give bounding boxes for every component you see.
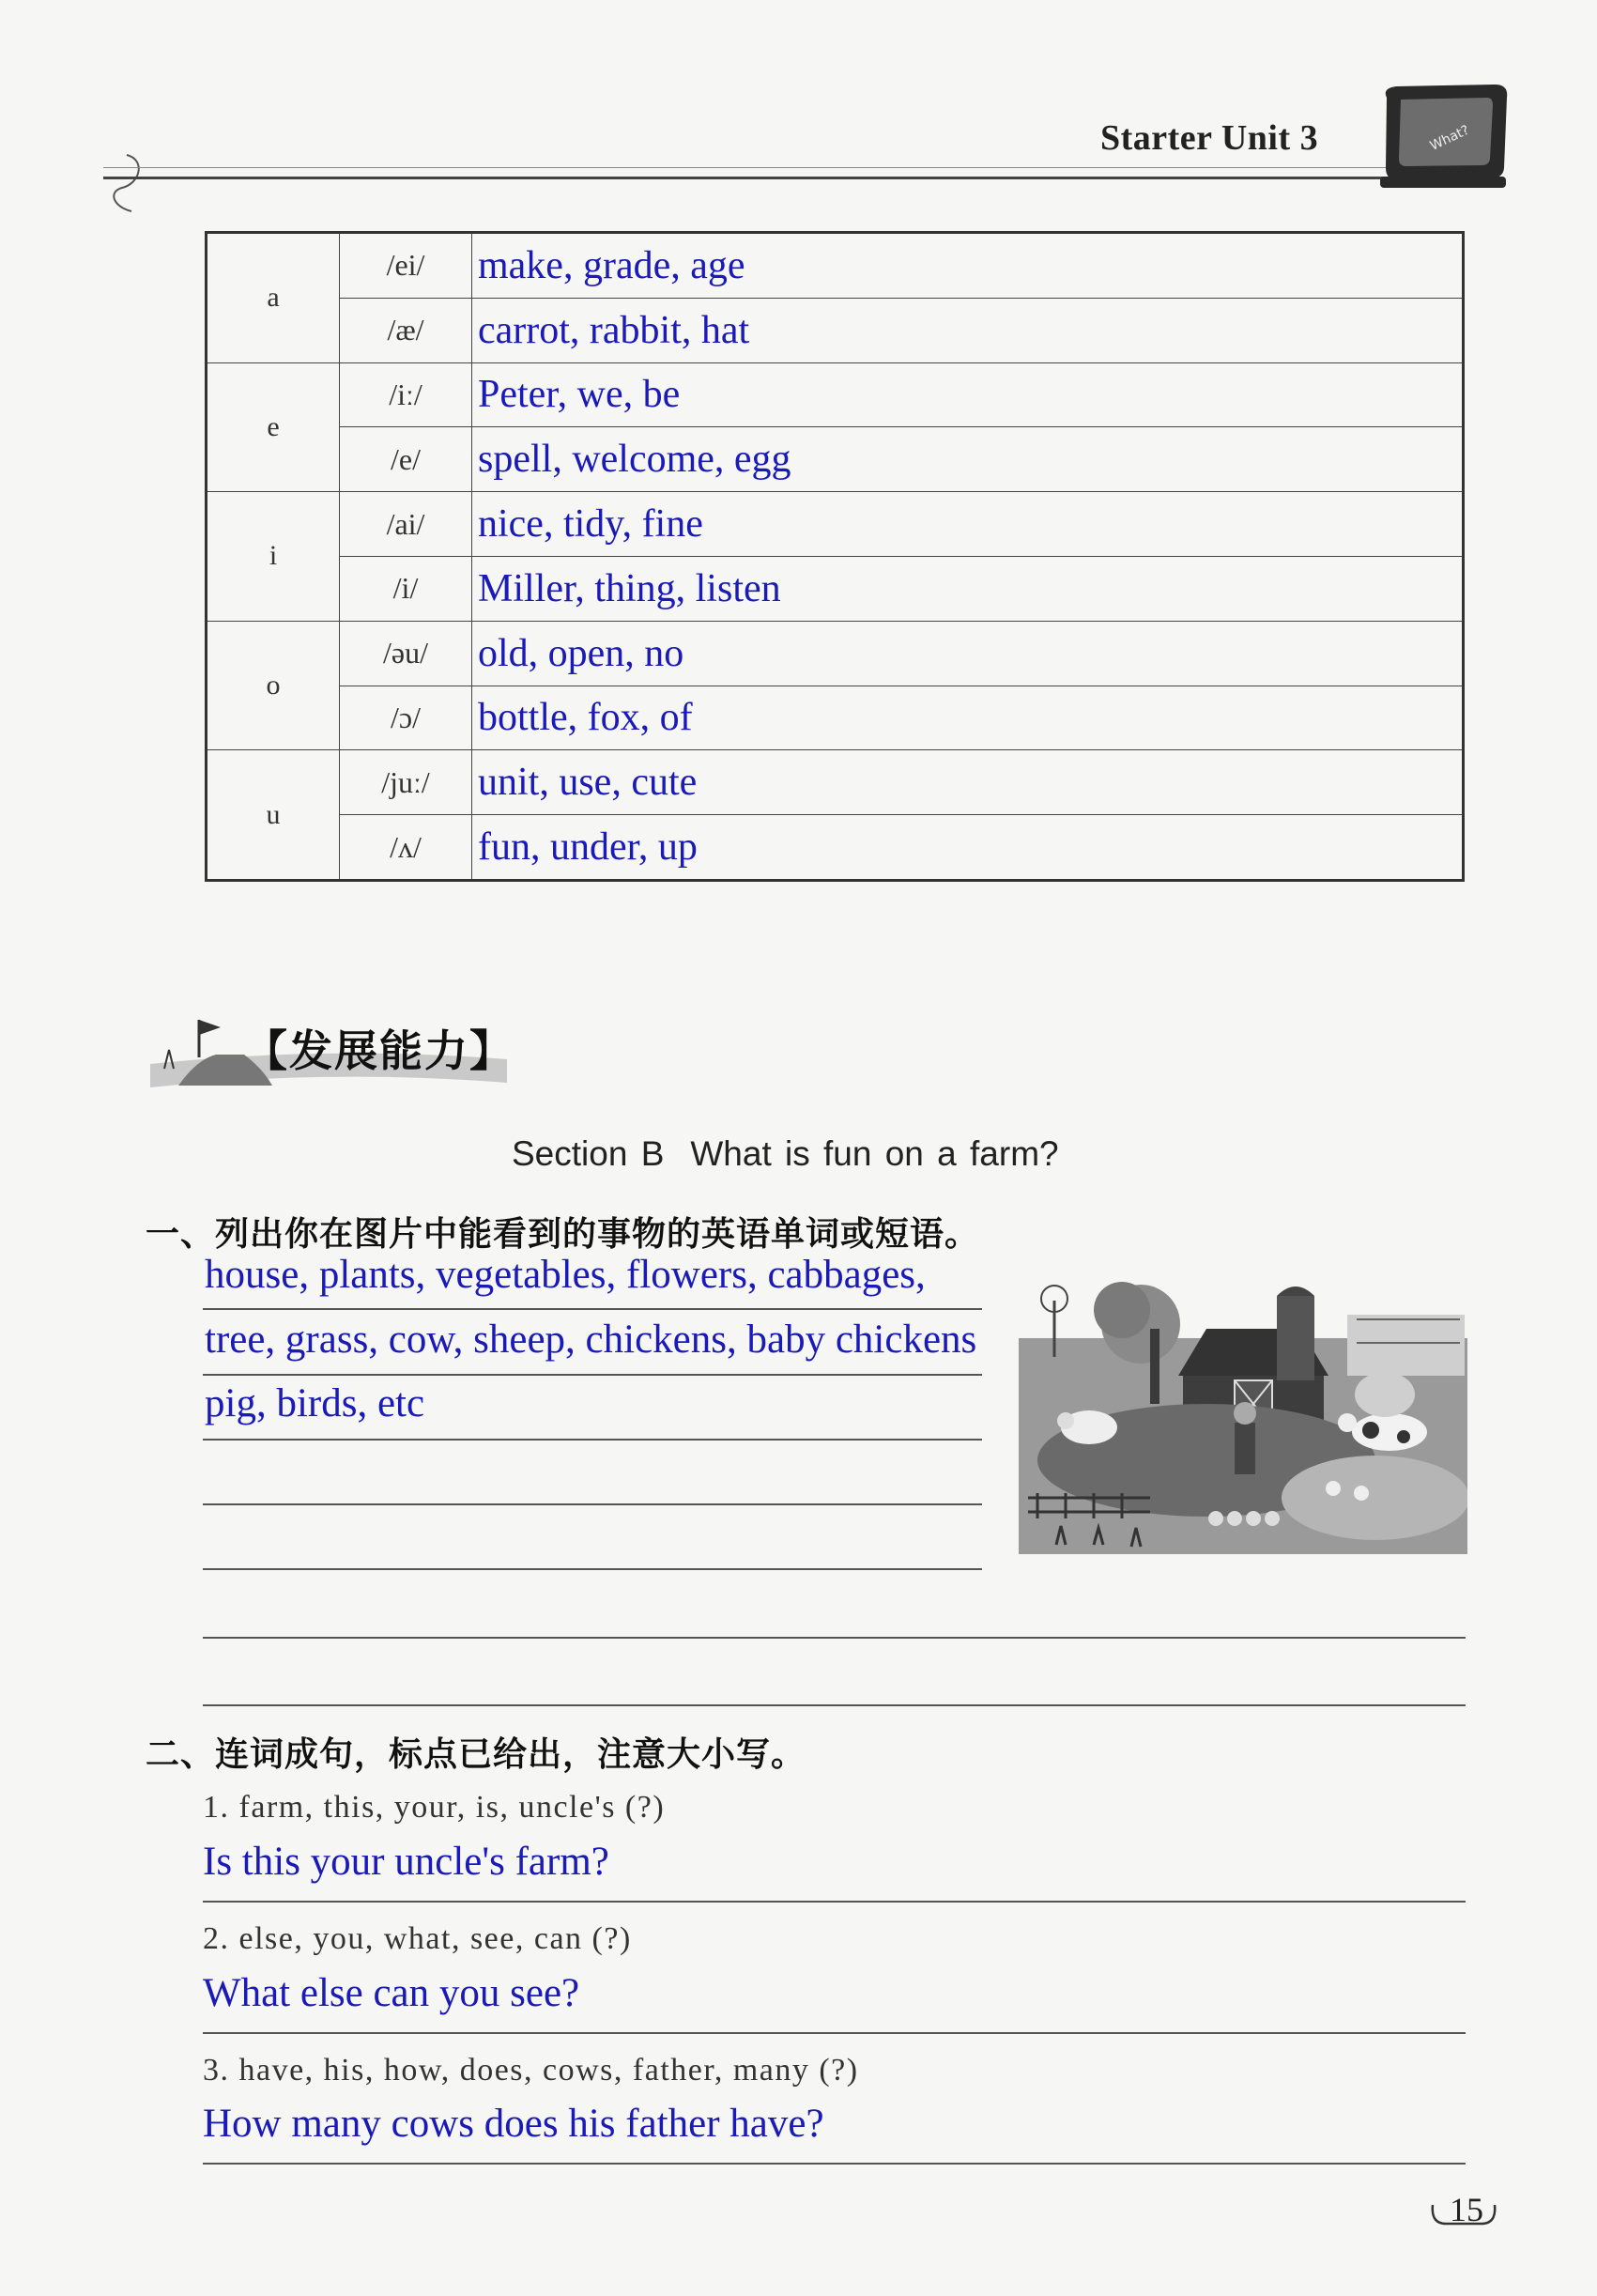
- page-number-text: 15: [1450, 2191, 1483, 2228]
- example-words: unit, use, cute: [472, 750, 1464, 815]
- vowel-sound-table: [205, 231, 1465, 882]
- ipa-symbol: /iː/: [340, 362, 472, 427]
- table-row: [207, 621, 1464, 686]
- answer-line-text: tree, grass, cow, sheep, chickens, baby chickens: [205, 1318, 977, 1362]
- answer-line: [203, 1568, 982, 1570]
- ipa-symbol: /i/: [340, 556, 472, 621]
- answer-line: [203, 1503, 982, 1505]
- section-topic: What is fun on a farm?: [690, 1134, 1059, 1173]
- example-words: fun, under, up: [472, 815, 1464, 881]
- example-words: carrot, rabbit, hat: [472, 298, 1464, 362]
- answer-line: [203, 2032, 1466, 2034]
- section-heading: 【发展能力】: [244, 1025, 514, 1076]
- example-words: make, grade, age: [472, 233, 1464, 299]
- vowel-letter: u: [207, 750, 340, 881]
- table-row: [207, 556, 1464, 621]
- table-row: [207, 362, 1464, 427]
- example-words: spell, welcome, egg: [472, 427, 1464, 492]
- table-row: [207, 686, 1464, 750]
- ipa-symbol: /əu/: [340, 621, 472, 686]
- ipa-symbol: /ai/: [340, 492, 472, 557]
- table-row: [207, 492, 1464, 557]
- ipa-symbol: /ɔ/: [340, 686, 472, 750]
- answer-line: [203, 1901, 1466, 1903]
- question-prompt: 1. farm, this, your, is, uncle's (?): [203, 1790, 666, 1825]
- ipa-symbol: /æ/: [340, 298, 472, 362]
- answer-line: [203, 1308, 982, 1310]
- table-row: [207, 815, 1464, 881]
- table-row: [207, 233, 1464, 299]
- answer-line: [203, 1704, 1466, 1706]
- answer-line: [203, 2163, 1466, 2165]
- question-answer: How many cows does his father have?: [203, 2102, 824, 2146]
- question-answer: Is this your uncle's farm?: [203, 1840, 609, 1884]
- ipa-symbol: /ʌ/: [340, 815, 472, 881]
- ipa-symbol: /juː/: [340, 750, 472, 815]
- vowel-letter: o: [207, 621, 340, 750]
- farm-illustration: [1019, 1272, 1467, 1554]
- example-words: bottle, fox, of: [472, 686, 1464, 750]
- question-prompt: 3. have, his, how, does, cows, father, many (?): [203, 2053, 859, 2088]
- table-row: [207, 298, 1464, 362]
- answer-line: [203, 1439, 982, 1441]
- question-answer: What else can you see?: [203, 1971, 580, 2015]
- vowel-letter: i: [207, 492, 340, 622]
- unit-title: Starter Unit 3: [1100, 118, 1319, 158]
- example-words: Peter, we, be: [472, 362, 1464, 427]
- answer-line: [203, 1374, 982, 1376]
- ipa-symbol: /e/: [340, 427, 472, 492]
- ipa-symbol: /ei/: [340, 233, 472, 299]
- table-row: [207, 427, 1464, 492]
- section-label: Section B: [512, 1134, 665, 1173]
- header-rule: [103, 177, 1474, 179]
- answer-line-text: house, plants, vegetables, flowers, cabbages,: [205, 1253, 926, 1297]
- header-flourish-icon: [99, 150, 155, 216]
- question-2-title: 二、连词成句，标点已给出，注意大小写。: [146, 1735, 806, 1774]
- example-words: nice, tidy, fine: [472, 492, 1464, 557]
- example-words: old, open, no: [472, 621, 1464, 686]
- question-1-title: 一、列出你在图片中能看到的事物的英语单词或短语。: [146, 1215, 980, 1254]
- page-number: [1427, 2186, 1500, 2227]
- question-prompt: 2. else, you, what, see, can (?): [203, 1921, 632, 1956]
- vowel-letter: e: [207, 362, 340, 492]
- header-rule-thin: [103, 167, 1474, 168]
- answer-line-text: pig, birds, etc: [205, 1381, 425, 1425]
- vowel-letter: a: [207, 233, 340, 363]
- svg-text:What?: What?: [1427, 122, 1472, 154]
- tv-icon: [1373, 79, 1513, 192]
- example-words: Miller, thing, listen: [472, 556, 1464, 621]
- table-row: [207, 750, 1464, 815]
- answer-line: [203, 1637, 1466, 1639]
- section-b-title: [512, 1134, 1059, 1174]
